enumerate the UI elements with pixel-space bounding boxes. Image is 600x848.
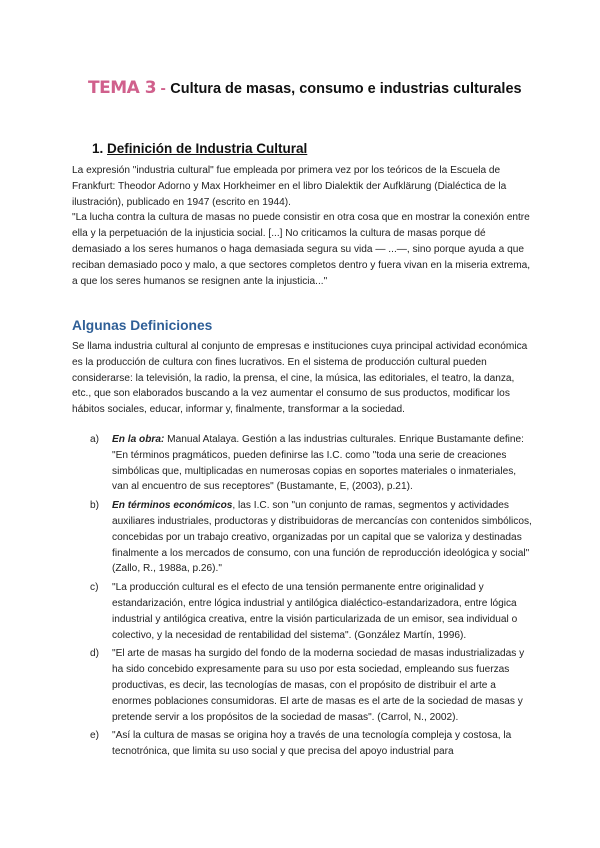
list-marker: c) [90,582,99,594]
definitions-list [90,432,535,763]
tema-label: TEMA 3 [88,78,157,98]
intro-paragraph: La expresión "industria cultural" fue empleada por primera vez por los teóricos de la Escuela de Frankfurt: Theodor Adorno y Max Horkheimer en el libro Dialektik der Aufklärung (Dialéctica de la ilustración), publicado en 1947 (escrito en 1944). [72,165,507,208]
section-heading [92,141,307,156]
item-text: "Así la cultura de masas se origina hoy a través de una tecnología compleja y costosa, la tecnotrónica, que limita su uso social y que precisa del apoyo industrial para [112,730,512,758]
item-emphasis: En la obra: [112,434,165,445]
definitions-paragraph [72,339,532,418]
item-text: , las I.C. son "un conjunto de ramas, segmentos y actividades auxiliares industriales, productoras y distribuidoras de mercancías con contenidos simbólicos, concebidas por un trabajo creativo, organizadas por un capital que se valoriza y destinadas finalmente a los mercados de consumo, con una función de reproducción ideológica y social" (Zallo, R., 1988a, p.26)." [112,500,532,575]
list-item [90,432,535,495]
item-emphasis: En términos económicos [112,500,233,512]
section-number: 1. [92,141,104,156]
section-title: Definición de Industria Cultural [107,141,308,156]
definitions-heading: Algunas Definiciones [72,318,213,333]
document-title [88,78,522,98]
item-text: "El arte de masas ha surgido del fondo de la moderna sociedad de masas industrializadas y ha sido concebido expresamente para su uso por esta sociedad, empleando sus fuerzas productivas, es decir, las tecnologías de masas, con el propósito de distribuir el arte a enormes poblaciones consumidoras. El arte de masas es el arte de la sociedad de masas y pretende servir a los propósitos de la sociedad de masas". (Carrol, N., 2002). [112,648,525,723]
item-text: Manual Atalaya. Gestión a las industrias culturales. Enrique Bustamante define: "En términos pragmáticos, pueden definirse las I.C. como "toda una serie de creaciones simbólicas que, multiplicadas en numerosas copias en soportes materiales o inmateriales, van al encuentro de sus receptores" (Bustamante, E, (2003), p.21). [112,434,524,493]
list-marker: d) [90,648,100,660]
list-marker: a) [90,434,100,445]
quote-paragraph: "La lucha contra la cultura de masas no puede consistir en otra cosa que en mostrar la conexión entre ella y la perpetuación de la injusticia social. [...] No criticamos la cultura de masas porque dé demasiado a los seres humanos o haga demasiada segura su vida — ...—, sino porque ayuda a que reciban demasiado poco y malo, a que sectores completos dentro y fuera vivan en la miseria extrema, a que los seres humanos se resignen ante la injusticia..." [72,212,531,287]
list-marker: b) [90,500,100,512]
list-item [90,498,535,577]
list-marker: e) [90,730,100,742]
list-item [90,580,535,643]
list-item [90,728,535,760]
tema-dash: - [160,80,166,97]
intro-block [72,163,532,289]
main-title: Cultura de masas, consumo e industrias culturales [170,81,522,97]
list-item [90,646,535,725]
item-text: "La producción cultural es el efecto de una tensión permanente entre originalidad y estandarización, entre lógica industrial y antilógica dialéctico-estandarizadora, entre lógica industrial y antilógica creativa, entre la visión particularizada de un emisor, sea individual o colectivo, y la necesidad de rentabilidad del sistema". (González Martín, 1996). [112,582,518,641]
definitions-text: Se llama industria cultural al conjunto de empresas e instituciones cuya principal actividad económica es la producción de cultura con fines lucrativos. En el sistema de producción cultural pueden considerarse: la televisión, la radio, la prensa, el cine, la música, las editoriales, el teatro, la danza, etc., que son elaborados buscando a la vez aumentar el consumo de sus productos, modificar los hábitos sociales, educar, informar y, finalmente, transformar a la sociedad. [72,341,528,416]
